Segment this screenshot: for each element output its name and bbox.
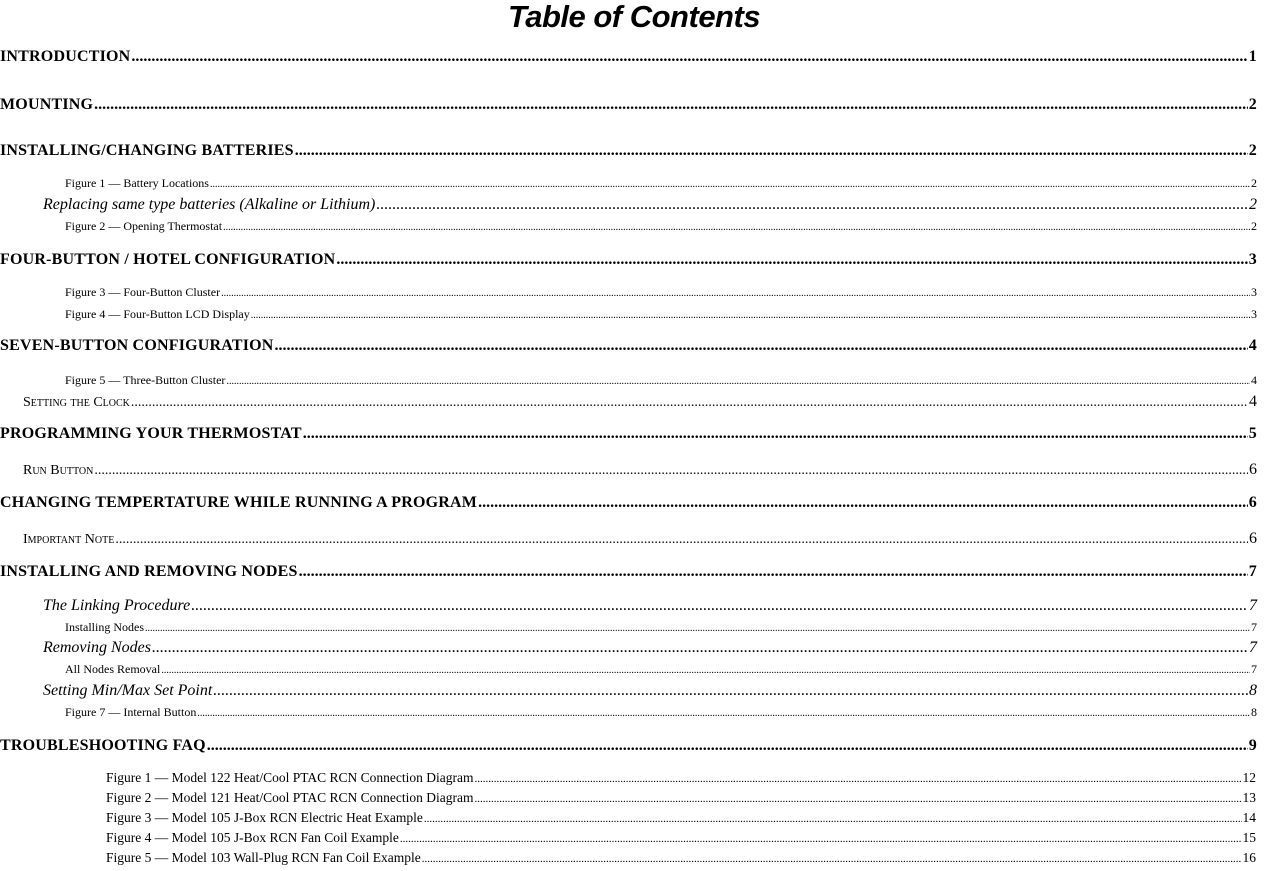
toc-entry-title: Figure 5 — Three-Button Cluster bbox=[65, 373, 226, 387]
toc-dot-leader bbox=[197, 708, 1250, 719]
toc-entry-title: INSTALLING AND REMOVING NODES bbox=[0, 563, 298, 580]
toc-entry-title: All Nodes Removal bbox=[65, 662, 161, 676]
toc-page-number: 13 bbox=[1242, 790, 1256, 805]
toc-entry[interactable] bbox=[43, 597, 1257, 615]
toc-page-number: 14 bbox=[1242, 810, 1256, 825]
toc-page-number: 6 bbox=[1248, 494, 1257, 511]
toc-page-number: 2 bbox=[1248, 96, 1257, 113]
toc-entry[interactable] bbox=[106, 770, 1256, 786]
toc-page-number: 4 bbox=[1248, 337, 1257, 354]
toc-dot-leader bbox=[400, 833, 1242, 845]
toc-page-number: 3 bbox=[1251, 285, 1257, 299]
toc-entry-title: Replacing same type batteries (Alkaline or Lithium) bbox=[43, 196, 376, 213]
toc-page-number: 8 bbox=[1249, 682, 1257, 699]
toc-dot-leader bbox=[424, 813, 1242, 825]
toc-page-number: 1 bbox=[1248, 48, 1257, 65]
toc-entry[interactable] bbox=[43, 196, 1257, 214]
toc-entry-title: Figure 4 — Four-Button LCD Display bbox=[65, 307, 250, 321]
toc-dot-leader bbox=[422, 853, 1242, 865]
toc-dot-leader bbox=[213, 682, 1248, 700]
toc-dot-leader bbox=[478, 494, 1248, 512]
toc-page-number: 2 bbox=[1251, 219, 1257, 233]
toc-entry[interactable] bbox=[106, 810, 1256, 826]
toc-dot-leader bbox=[376, 196, 1248, 214]
toc-dot-leader bbox=[210, 179, 1250, 190]
toc-entry[interactable] bbox=[65, 307, 1257, 322]
toc-entry-title: TROUBLESHOOTING FAQ bbox=[0, 737, 206, 754]
toc-entry[interactable] bbox=[65, 620, 1257, 635]
toc-dot-leader bbox=[152, 639, 1248, 657]
toc-entry-title: Figure 1 — Battery Locations bbox=[65, 176, 209, 190]
toc-dot-leader bbox=[475, 773, 1242, 785]
toc-page-number: 6 bbox=[1249, 530, 1257, 547]
toc-entry-title: PROGRAMMING YOUR THERMOSTAT bbox=[0, 425, 302, 442]
toc-entry[interactable] bbox=[0, 737, 1257, 755]
toc-dot-leader bbox=[221, 288, 1250, 299]
toc-page-number: 4 bbox=[1251, 373, 1257, 387]
toc-page-number: 4 bbox=[1249, 393, 1257, 410]
toc-entry-title: MOUNTING bbox=[0, 96, 94, 113]
toc-entry[interactable] bbox=[65, 373, 1257, 388]
toc-entry[interactable] bbox=[0, 563, 1257, 581]
toc-dot-leader bbox=[336, 251, 1247, 269]
toc-entry-title: INTRODUCTION bbox=[0, 48, 131, 65]
toc-page-number: 3 bbox=[1251, 307, 1257, 321]
toc-entry-title: The Linking Procedure bbox=[43, 597, 191, 614]
page-title: Table of Contents bbox=[507, 0, 761, 34]
toc-dot-leader bbox=[295, 142, 1248, 160]
toc-page-number: 15 bbox=[1242, 830, 1256, 845]
toc-page-number: 3 bbox=[1248, 251, 1257, 268]
toc-page-number: 16 bbox=[1242, 850, 1256, 865]
toc-entry-title: Installing Nodes bbox=[65, 620, 144, 634]
toc-dot-leader bbox=[115, 532, 1248, 548]
toc-entry-title: Figure 3 — Model 105 J-Box RCN Electric Heat Example bbox=[106, 810, 423, 825]
toc-entry[interactable] bbox=[23, 530, 1257, 548]
toc-page-number: 5 bbox=[1248, 425, 1257, 442]
toc-entry[interactable] bbox=[0, 48, 1257, 66]
toc-page-number: 9 bbox=[1248, 737, 1257, 754]
toc-entry-title: Setting Min/Max Set Point bbox=[43, 682, 213, 699]
toc-entry-title: Figure 2 — Opening Thermostat bbox=[65, 219, 223, 233]
toc-entry-title: Run Button bbox=[23, 463, 94, 478]
toc-entry[interactable] bbox=[0, 425, 1257, 443]
toc-dot-leader bbox=[475, 793, 1242, 805]
toc-dot-leader bbox=[94, 463, 1248, 479]
toc-entry-title: Figure 1 — Model 122 Heat/Cool PTAC RCN Connection Diagram bbox=[106, 770, 474, 785]
toc-dot-leader bbox=[191, 597, 1248, 615]
toc-entry-title: Figure 3 — Four-Button Cluster bbox=[65, 285, 221, 299]
toc-dot-leader bbox=[94, 96, 1248, 114]
toc-dot-leader bbox=[131, 395, 1248, 411]
toc-entry[interactable] bbox=[106, 790, 1256, 806]
toc-page-number: 7 bbox=[1249, 597, 1257, 614]
toc-page-number: 2 bbox=[1248, 142, 1257, 159]
toc-entry-title: CHANGING TEMPERTATURE WHILE RUNNING A PROGRAM bbox=[0, 494, 478, 511]
toc-dot-leader bbox=[207, 737, 1248, 755]
toc-entry[interactable] bbox=[65, 662, 1257, 677]
toc-entry[interactable] bbox=[43, 639, 1257, 657]
toc-entry-title: Important Note bbox=[23, 532, 115, 547]
toc-page-number: 7 bbox=[1248, 563, 1257, 580]
toc-page-number: 2 bbox=[1251, 176, 1257, 190]
toc-entry-title: Setting the Clock bbox=[23, 395, 130, 410]
toc-entry-title: Figure 7 — Internal Button bbox=[65, 705, 197, 719]
toc-entry[interactable] bbox=[106, 850, 1256, 866]
toc-page-number: 7 bbox=[1251, 620, 1257, 634]
toc-page-number: 8 bbox=[1251, 705, 1257, 719]
toc-entry-title: INSTALLING/CHANGING BATTERIES bbox=[0, 142, 294, 159]
toc-entry-title: FOUR-BUTTON / HOTEL CONFIGURATION bbox=[0, 251, 336, 268]
toc-dot-leader bbox=[299, 563, 1248, 581]
toc-entry[interactable] bbox=[65, 219, 1257, 234]
toc-entry[interactable] bbox=[43, 682, 1257, 700]
toc-dot-leader bbox=[303, 425, 1248, 443]
toc-entry[interactable] bbox=[65, 705, 1257, 720]
toc-entry[interactable] bbox=[65, 285, 1257, 300]
toc-entry[interactable] bbox=[0, 96, 1257, 114]
toc-dot-leader bbox=[145, 623, 1250, 634]
toc-page-number: 7 bbox=[1249, 639, 1257, 656]
toc-entry-title: Removing Nodes bbox=[43, 639, 151, 656]
toc-dot-leader bbox=[251, 310, 1250, 321]
toc-dot-leader bbox=[131, 48, 1247, 66]
toc-page-number: 2 bbox=[1249, 196, 1257, 213]
toc-entry[interactable] bbox=[23, 393, 1257, 411]
toc-page-number: 12 bbox=[1242, 770, 1256, 785]
toc-entry-title: Figure 4 — Model 105 J-Box RCN Fan Coil Example bbox=[106, 830, 399, 845]
toc-entry[interactable] bbox=[0, 494, 1257, 512]
toc-entry[interactable] bbox=[0, 251, 1257, 269]
toc-page-number: 7 bbox=[1251, 662, 1257, 676]
toc-entry-title: Figure 2 — Model 121 Heat/Cool PTAC RCN Connection Diagram bbox=[106, 790, 474, 805]
toc-dot-leader bbox=[161, 665, 1250, 676]
toc-entry[interactable] bbox=[0, 337, 1257, 355]
toc-dot-leader bbox=[226, 376, 1250, 387]
toc-entry[interactable] bbox=[0, 142, 1257, 160]
toc-dot-leader bbox=[275, 337, 1248, 355]
toc-entry[interactable] bbox=[106, 830, 1256, 846]
toc-entry[interactable] bbox=[23, 461, 1257, 479]
toc-entry-title: Figure 5 — Model 103 Wall-Plug RCN Fan Coil Example bbox=[106, 850, 421, 865]
toc-dot-leader bbox=[223, 222, 1250, 233]
toc-entry-title: SEVEN-BUTTON CONFIGURATION bbox=[0, 337, 274, 354]
toc-entry[interactable] bbox=[65, 176, 1257, 191]
toc-page-number: 6 bbox=[1249, 461, 1257, 478]
